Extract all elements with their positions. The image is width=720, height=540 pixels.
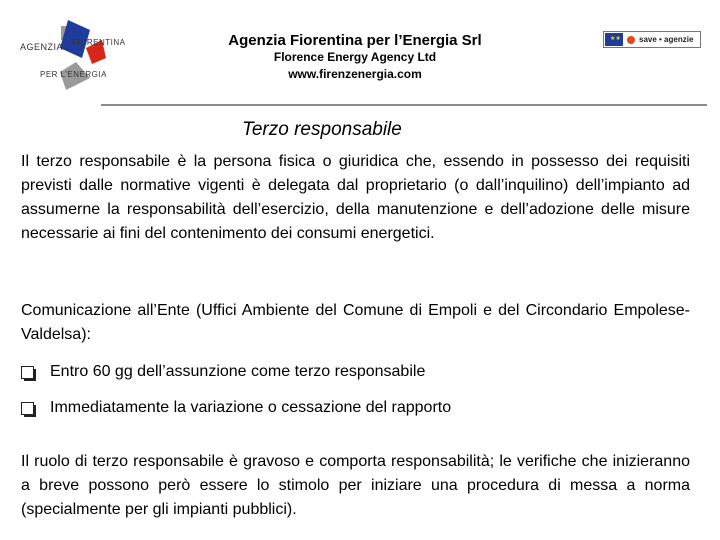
logo-text-per-lenergia: PER L’ENERGIA	[40, 70, 107, 79]
header-website[interactable]: www.firenzenergia.com	[288, 67, 422, 81]
list-item-text: Entro 60 gg dell’assunzione come terzo responsabile	[50, 363, 426, 380]
badge-label: save • agenzie	[639, 35, 694, 44]
agency-logo-icon	[16, 18, 121, 96]
communication-paragraph: Comunicazione all’Ente (Uffici Ambiente del Comune di Empoli e del Circondario Empolese-Valdelsa):	[21, 302, 690, 343]
checkbox-bullet-icon	[21, 402, 34, 415]
list-item-text: Immediatamente la variazione o cessazione del rapporto	[50, 399, 452, 416]
save-agenzie-badge	[603, 31, 701, 48]
list-item	[21, 360, 425, 384]
logo-text-agenzia: AGENZIA	[20, 42, 64, 52]
conclusion-paragraph: Il ruolo di terzo responsabile è gravoso e comporta responsabilità; le verifiche che inizieranno a breve possono però essere lo stimolo per iniziare una procedura di messa a norma (specialmente per gli impianti pubblici).	[21, 453, 690, 518]
logo-text-fiorentina: FIORENTINA	[72, 38, 126, 47]
sun-icon	[627, 36, 635, 44]
header-divider	[101, 104, 707, 106]
definition-paragraph: Il terzo responsabile è la persona fisica o giuridica che, essendo in possesso dei requisiti previsti dalle normative vigenti è delegata dal proprietario (o dall’inquilino) dell’impianto ad assumerne la responsabilità dell’esercizio, della manutenzione e dell’adozione delle misure necessarie ai fini del contenimento dei consumi energetici.	[21, 153, 690, 242]
agency-logo	[16, 18, 126, 96]
eu-flag-icon: ★★	[605, 33, 623, 46]
slide-title: Terzo responsabile	[242, 119, 402, 140]
header-company-name-en: Florence Energy Agency Ltd	[273, 50, 437, 64]
list-item	[21, 396, 451, 420]
header-company-name: Agenzia Fiorentina per l’Energia Srl	[228, 32, 482, 49]
checkbox-bullet-icon	[21, 366, 34, 379]
header-block	[200, 32, 510, 83]
